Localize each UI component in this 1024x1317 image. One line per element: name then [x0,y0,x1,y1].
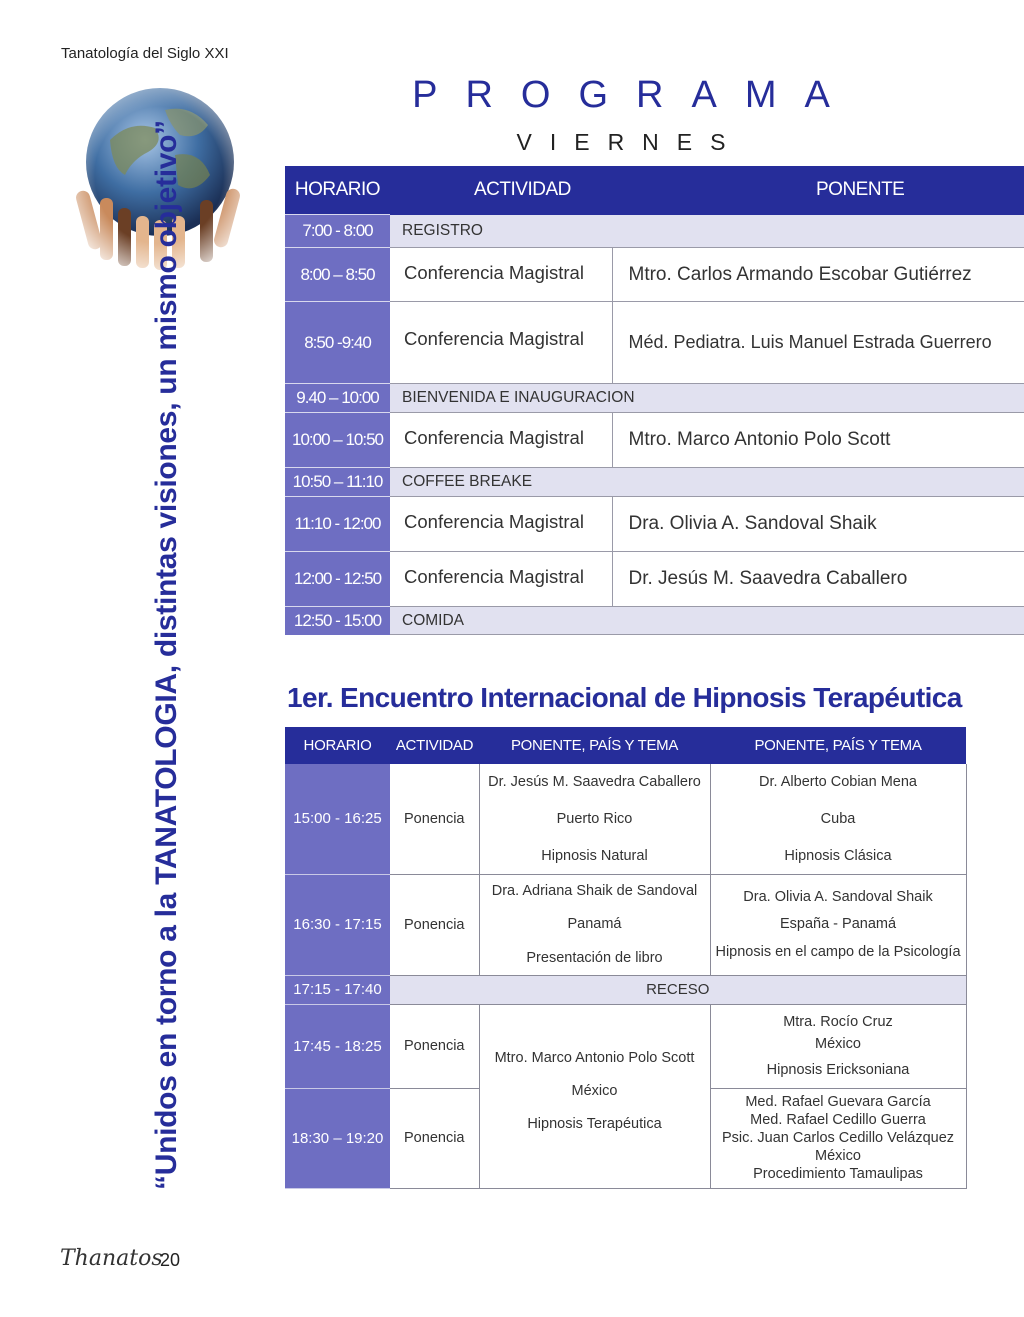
row-time: 9.40 – 10:00 [285,384,390,413]
table-row [285,248,1024,302]
row-time: 16:30 - 17:15 [285,874,390,975]
vertical-motto: “Unidos en torno a la TANATOLOGIA, distintas visiones, un mismo objetivo” [150,120,183,1190]
speaker-topic: Hipnosis Ericksoniana [766,1061,910,1078]
row-speaker: Dr. Jesús M. Saavedra Caballero [612,552,1024,607]
row-speaker: Méd. Pediatra. Luis Manuel Estrada Guerrero [612,302,1024,384]
row-time: 7:00 - 8:00 [285,215,390,248]
row-time: 15:00 - 16:25 [285,764,390,874]
speaker-topic: Hipnosis Clásica [784,847,892,864]
row-activity: REGISTRO [390,215,1024,248]
table-row [285,764,966,874]
speaker-topic: Procedimiento Tamaulipas [753,1166,923,1183]
speaker-topic: Presentación de libro [526,949,663,966]
speaker-name: Med. Rafael Guevara García [745,1093,931,1110]
speaker-topic: Hipnosis Terapéutica [527,1116,662,1133]
speaker-name: Dr. Jesús M. Saavedra Caballero [488,773,701,790]
speaker-country: Panamá [567,916,622,933]
row-time: 11:10 - 12:00 [285,497,390,552]
table-row [285,497,1024,552]
row-speaker: Mtro. Carlos Armando Escobar Gutiérrez [612,248,1024,302]
row-activity: Conferencia Magistral [390,248,612,302]
speaker-name: Mtra. Rocío Cruz [783,1014,893,1031]
row-activity: COFFEE BREAKE [390,468,1024,497]
row-activity: Conferencia Magistral [390,413,612,468]
speaker-name: Dra. Adriana Shaik de Sandoval [491,883,698,900]
speaker-country: Puerto Rico [556,810,633,827]
row-speaker: Mtro. Marco Antonio Polo Scott [612,413,1024,468]
row-time: 10:00 – 10:50 [285,413,390,468]
col-header-actividad: ACTIVIDAD [390,166,612,215]
speaker-cell-a [479,764,710,874]
publication-name: Tanatología del Siglo XXI [61,45,229,62]
program-header-row [285,166,1024,215]
speaker-cell-b [710,1004,966,1088]
row-time: 18:30 – 19:20 [285,1088,390,1188]
table-row [285,1004,966,1088]
speaker-name: Psic. Juan Carlos Cedillo Velázquez [721,1129,955,1146]
speaker-country: México [815,1036,861,1053]
col-header-ponente-b: PONENTE, PAÍS Y TEMA [710,727,966,764]
brand-logo: Thanatos [60,1246,163,1271]
table-row [285,215,1024,248]
speaker-name: Med. Rafael Cedillo Guerra [750,1111,926,1128]
col-header-actividad: ACTIVIDAD [390,727,479,764]
table-row [285,413,1024,468]
speaker-country: México [571,1082,618,1099]
table-row [285,468,1024,497]
col-header-horario: HORARIO [285,166,390,215]
row-time: 12:50 - 15:00 [285,607,390,635]
row-activity: Ponencia [390,1088,479,1188]
page-number: 20 [160,1250,181,1270]
table-row [285,552,1024,607]
table-row [285,302,1024,384]
table-row [285,975,966,1004]
speaker-country: Cuba [820,810,856,827]
hypnosis-table [285,727,967,1189]
row-activity: Ponencia [390,764,479,874]
row-activity: Ponencia [390,1004,479,1088]
row-time: 8:00 – 8:50 [285,248,390,302]
row-time: 10:50 – 11:10 [285,468,390,497]
row-activity: Ponencia [390,874,479,975]
table-row [285,384,1024,413]
speaker-name: Dr. Alberto Cobian Mena [759,773,917,790]
speaker-topic: Hipnosis en el campo de la Psicología [715,943,961,960]
row-speaker: Dra. Olivia A. Sandoval Shaik [612,497,1024,552]
speaker-name: Dra. Olivia A. Sandoval Shaik [743,889,933,906]
row-time: 17:15 - 17:40 [285,975,390,1004]
hypnosis-header-row [285,727,966,764]
section-title: 1er. Encuentro Internacional de Hipnosis Terapéutica [287,682,962,713]
receso-label: RECESO [390,975,966,1004]
col-header-ponente: PONENTE [612,166,1024,215]
speaker-cell-b [710,764,966,874]
row-time: 8:50 -9:40 [285,302,390,384]
col-header-horario: HORARIO [285,727,390,764]
col-header-ponente-a: PONENTE, PAÍS Y TEMA [479,727,710,764]
speaker-cell-b [710,1088,966,1188]
row-activity: COMIDA [390,607,1024,635]
page-title: PROGRAMA [412,74,858,116]
speaker-topic: Hipnosis Natural [541,847,648,864]
row-time: 12:00 - 12:50 [285,552,390,607]
speaker-cell-b [710,874,966,975]
speaker-country: México [815,1148,861,1165]
table-row [285,607,1024,635]
speaker-cell-a [479,874,710,975]
shared-speaker-cell [479,1004,710,1188]
table-row [285,874,966,975]
speaker-country: España - Panamá [779,916,897,933]
row-activity: BIENVENIDA E INAUGURACION [390,384,1024,413]
program-table [285,166,1024,635]
day-subtitle: VIERNES [516,129,744,155]
row-time: 17:45 - 18:25 [285,1004,390,1088]
speaker-name: Mtro. Marco Antonio Polo Scott [494,1049,695,1066]
row-activity: Conferencia Magistral [390,497,612,552]
row-activity: Conferencia Magistral [390,552,612,607]
row-activity: Conferencia Magistral [390,302,612,384]
